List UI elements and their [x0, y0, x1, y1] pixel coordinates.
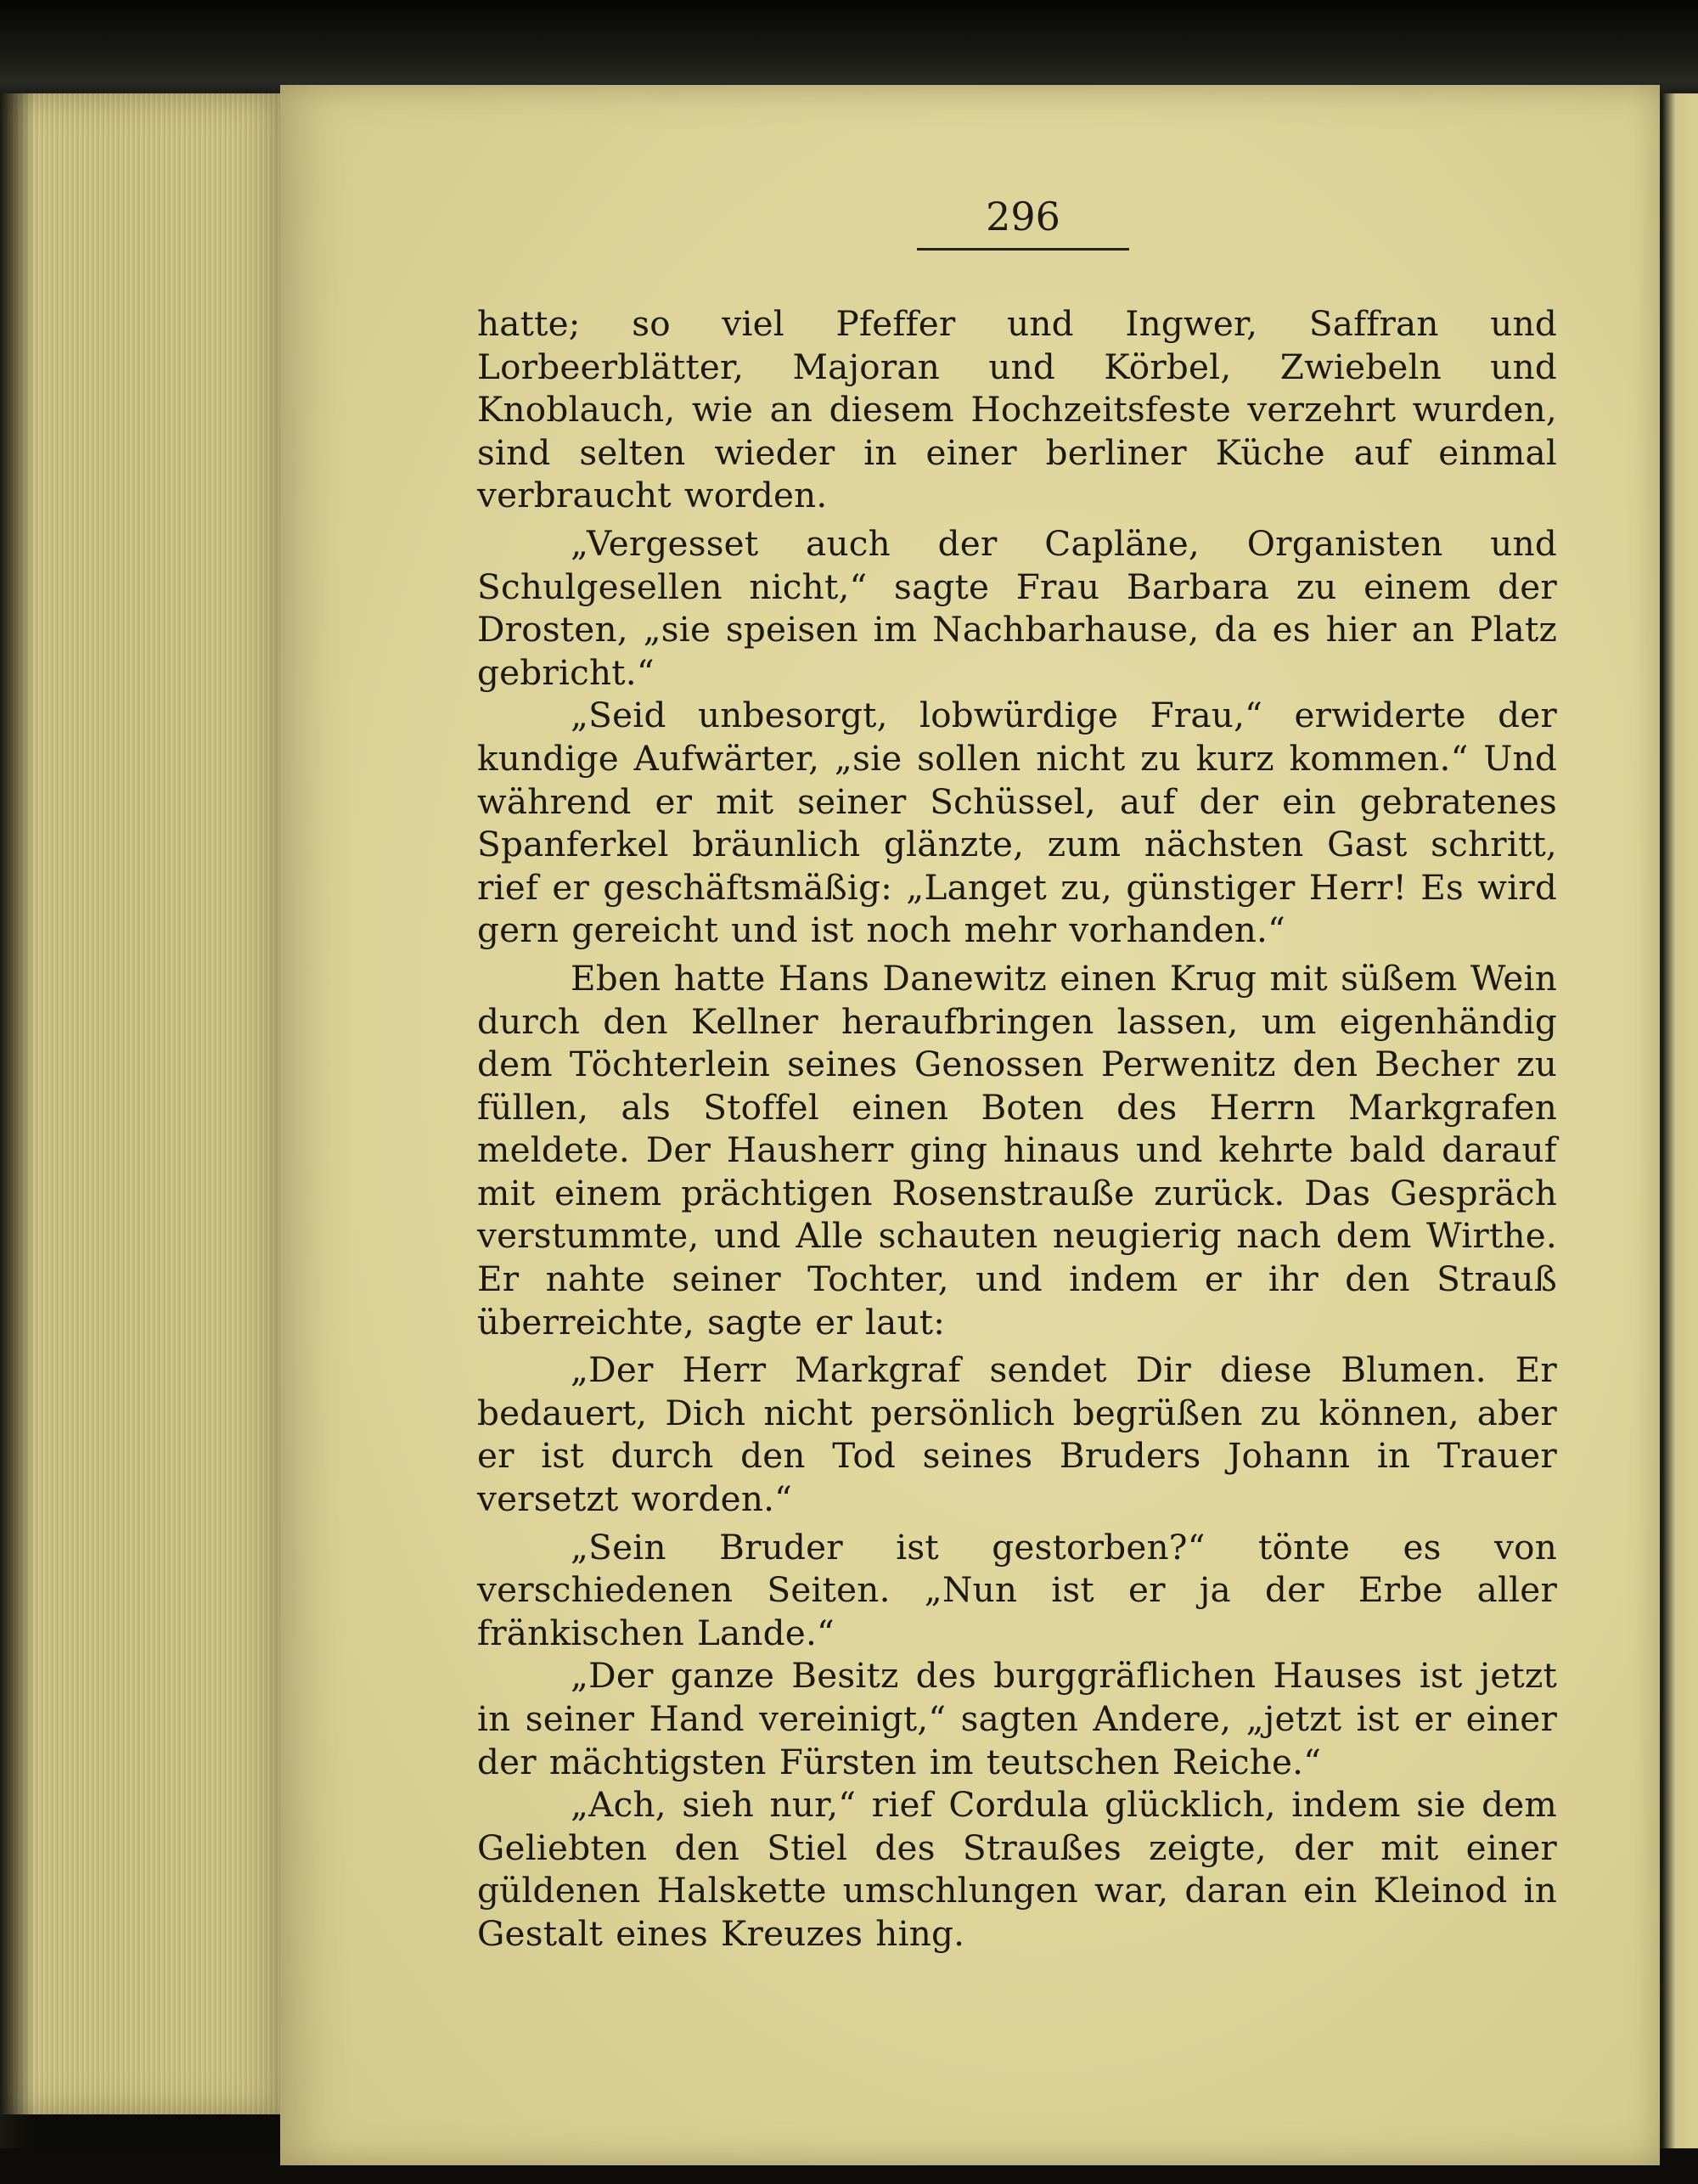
- paragraph: „Vergesset auch der Capläne, Organisten und Schulgesellen nicht,“ sagte Frau Barbara zu einem der Drosten, „sie speisen im Nachbarhause, da es hier an Platz gebricht.“: [477, 522, 1557, 693]
- paragraph: hatte; so viel Pfeffer und Ingwer, Saffran und Lorbeerblätter, Majoran und Körbel, Zwiebeln und Knoblauch, wie an diesem Hochzeitsfeste verzehrt wurden, sind selten wieder in einer berliner Küche auf einmal verbraucht worden.: [477, 303, 1557, 516]
- paragraph: „Sein Bruder ist gestorben?“ tönte es von verschiedenen Seiten. „Nun ist er ja der Erbe aller fränkischen Lande.“: [477, 1526, 1557, 1653]
- page-text: [477, 302, 1557, 1956]
- page-number: 296: [986, 194, 1060, 239]
- book-edge-shadow: [0, 93, 34, 2148]
- paragraph: „Ach, sieh nur,“ rief Cordula glücklich, indem sie dem Geliebten den Stiel des Straußes zeigte, der mit einer güldenen Halskette umschlungen war, daran ein Kleinod in Gestalt eines Kreuzes hing.: [477, 1784, 1557, 1954]
- paragraph: „Der Herr Markgraf sendet Dir diese Blumen. Er bedauert, Dich nicht persönlich begrüßen zu können, aber er ist durch den Tod seines Bruders Johann in Trauer versetzt worden.“: [477, 1349, 1557, 1520]
- paragraph: „Seid unbesorgt, lobwürdige Frau,“ erwiderte der kundige Aufwärter, „sie sollen nicht zu kurz kommen.“ Und während er mit seiner Schüssel, auf der ein gebratenes Spanferkel bräunlich glänzte, zum nächsten Gast schritt, rief er geschäftsmäßig: „Langet zu, günstiger Herr! Es wird gern gereicht und ist noch mehr vorhanden.“: [477, 695, 1557, 951]
- book-page-edges: [0, 93, 293, 2114]
- paragraph: Eben hatte Hans Danewitz einen Krug mit süßem Wein durch den Kellner heraufbringen lassen, um eigenhändig dem Töchterlein seines Genossen Perwenitz den Becher zu füllen, als Stoffel einen Boten des Herrn Markgrafen meldete. Der Hausherr ging hinaus und kehrte bald darauf mit einem prächtigen Rosenstrauße zurück. Das Gespräch verstummte, und Alle schauten neugierig nach dem Wirthe. Er nahte seiner Tochter, und indem er ihr den Strauß überreichte, sagte er laut:: [477, 957, 1557, 1342]
- page-number-rule: [917, 248, 1129, 250]
- paragraph: „Der ganze Besitz des burggräflichen Hauses ist jetzt in seiner Hand vereinigt,“ sagten Andere, „jetzt ist er einer der mächtigsten Fürsten im teutschen Reiche.“: [477, 1655, 1557, 1782]
